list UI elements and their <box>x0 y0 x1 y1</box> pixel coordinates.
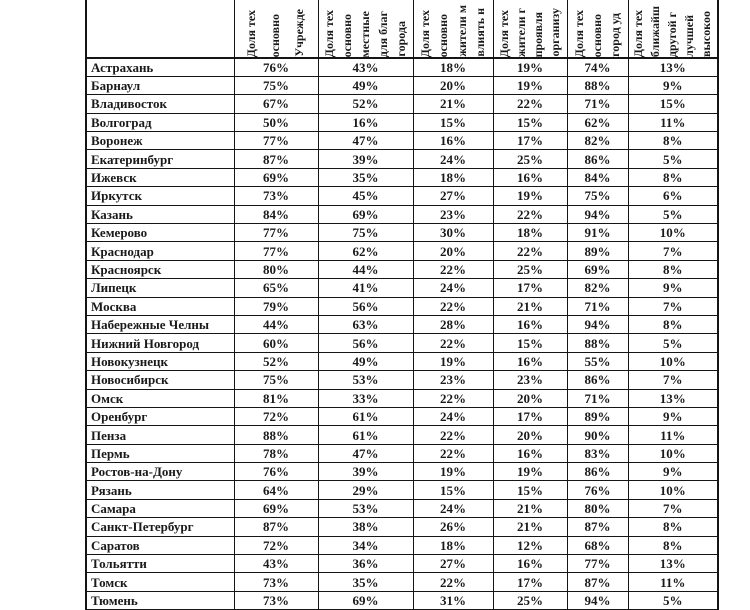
value-cell: 35% <box>318 168 413 186</box>
rotated-header-lines <box>568 0 628 57</box>
value-cell: 20% <box>493 389 567 407</box>
city-cell: Барнаул <box>86 76 234 94</box>
value-cell: 43% <box>318 58 413 76</box>
value-cell: 23% <box>493 371 567 389</box>
table-row <box>86 536 718 554</box>
value-cell: 22% <box>493 95 567 113</box>
value-cell: 69% <box>234 499 318 517</box>
value-cell: 34% <box>318 536 413 554</box>
city-cell: Рязань <box>86 481 234 499</box>
header-line: ближайш <box>648 5 663 57</box>
value-cell: 83% <box>567 444 628 462</box>
value-cell: 9% <box>628 279 718 297</box>
value-cell: 13% <box>628 555 718 573</box>
value-cell: 21% <box>493 297 567 315</box>
value-cell: 52% <box>234 352 318 370</box>
header-line: Доля тех <box>417 9 432 57</box>
city-cell: Кемерово <box>86 224 234 242</box>
value-cell: 80% <box>234 260 318 278</box>
table-row <box>86 242 718 260</box>
city-cell: Москва <box>86 297 234 315</box>
header-line: жители г <box>513 8 528 57</box>
city-cell: Саратов <box>86 536 234 554</box>
value-cell: 71% <box>567 95 628 113</box>
value-cell: 75% <box>234 371 318 389</box>
value-cell: 27% <box>413 555 493 573</box>
value-cell: 18% <box>493 224 567 242</box>
value-cell: 23% <box>413 371 493 389</box>
value-cell: 76% <box>234 463 318 481</box>
value-cell: 78% <box>234 444 318 462</box>
value-cell: 86% <box>567 371 628 389</box>
value-cell: 15% <box>628 95 718 113</box>
value-cell: 24% <box>413 499 493 517</box>
value-cell: 90% <box>567 426 628 444</box>
value-cell: 65% <box>234 279 318 297</box>
table-row <box>86 76 718 94</box>
value-cell: 8% <box>628 315 718 333</box>
value-cell: 69% <box>567 260 628 278</box>
value-cell: 71% <box>567 297 628 315</box>
city-cell: Владивосток <box>86 95 234 113</box>
header-line: организу <box>548 8 563 57</box>
city-column-header <box>86 0 234 58</box>
city-cell: Красноярск <box>86 260 234 278</box>
table-row <box>86 591 718 609</box>
value-cell: 87% <box>234 518 318 536</box>
value-cell: 22% <box>493 242 567 260</box>
city-cell: Набережные Челны <box>86 315 234 333</box>
value-cell: 25% <box>493 591 567 609</box>
value-cell: 16% <box>493 555 567 573</box>
value-cell: 15% <box>413 481 493 499</box>
header-line: основно <box>436 13 451 57</box>
value-cell: 87% <box>567 518 628 536</box>
value-cell: 5% <box>628 334 718 352</box>
value-cell: 91% <box>567 224 628 242</box>
value-cell: 29% <box>318 481 413 499</box>
header-line: для благ <box>375 10 390 57</box>
value-cell: 50% <box>234 113 318 131</box>
value-cell: 9% <box>628 463 718 481</box>
value-cell: 15% <box>413 113 493 131</box>
value-cell: 22% <box>413 260 493 278</box>
value-cell: 16% <box>413 132 493 150</box>
city-cell: Казань <box>86 205 234 223</box>
value-cell: 73% <box>234 573 318 591</box>
value-cell: 43% <box>234 555 318 573</box>
value-cell: 62% <box>567 113 628 131</box>
table-row <box>86 371 718 389</box>
header-line: основно <box>340 13 355 57</box>
value-cell: 35% <box>318 573 413 591</box>
value-cell: 23% <box>413 205 493 223</box>
value-cell: 5% <box>628 205 718 223</box>
value-cell: 19% <box>493 187 567 205</box>
value-cell: 56% <box>318 297 413 315</box>
header-line: жители м <box>454 5 469 57</box>
value-cell: 20% <box>413 242 493 260</box>
value-cell: 9% <box>628 407 718 425</box>
value-cell: 19% <box>493 463 567 481</box>
value-cell: 20% <box>413 76 493 94</box>
value-cell: 8% <box>628 132 718 150</box>
value-cell: 84% <box>234 205 318 223</box>
value-cell: 76% <box>234 58 318 76</box>
city-cell: Иркутск <box>86 187 234 205</box>
value-cell: 19% <box>493 58 567 76</box>
header-line: основно <box>268 13 283 57</box>
value-cell: 75% <box>318 224 413 242</box>
value-cell: 21% <box>413 95 493 113</box>
city-cell: Волгоград <box>86 113 234 131</box>
table-row <box>86 95 718 113</box>
value-cell: 69% <box>318 205 413 223</box>
value-cell: 7% <box>628 371 718 389</box>
value-cell: 5% <box>628 591 718 609</box>
value-cell: 53% <box>318 499 413 517</box>
value-cell: 62% <box>318 242 413 260</box>
value-cell: 10% <box>628 481 718 499</box>
value-cell: 47% <box>318 132 413 150</box>
city-cell: Санкт-Петербург <box>86 518 234 536</box>
header-col-satisfied-with-city <box>567 0 628 58</box>
value-cell: 39% <box>318 150 413 168</box>
city-cell: Тольятти <box>86 555 234 573</box>
table-row <box>86 205 718 223</box>
value-cell: 86% <box>567 150 628 168</box>
value-cell: 8% <box>628 518 718 536</box>
header-line: другой г <box>665 11 680 57</box>
value-cell: 67% <box>234 95 318 113</box>
value-cell: 86% <box>567 463 628 481</box>
value-cell: 19% <box>413 463 493 481</box>
table-row <box>86 352 718 370</box>
value-cell: 52% <box>318 95 413 113</box>
city-cell: Ростов-на-Дону <box>86 463 234 481</box>
city-cell: Самара <box>86 499 234 517</box>
table-row <box>86 297 718 315</box>
header-line: Доля тех <box>631 9 646 57</box>
value-cell: 56% <box>318 334 413 352</box>
value-cell: 18% <box>413 536 493 554</box>
value-cell: 88% <box>234 426 318 444</box>
rotated-header-lines <box>235 0 318 57</box>
table-row <box>86 132 718 150</box>
city-cell: Омск <box>86 389 234 407</box>
table-row <box>86 279 718 297</box>
value-cell: 60% <box>234 334 318 352</box>
value-cell: 13% <box>628 58 718 76</box>
table-row <box>86 481 718 499</box>
city-cell: Томск <box>86 573 234 591</box>
table-row <box>86 426 718 444</box>
value-cell: 30% <box>413 224 493 242</box>
value-cell: 8% <box>628 168 718 186</box>
value-cell: 25% <box>493 260 567 278</box>
value-cell: 94% <box>567 205 628 223</box>
header-line: высокоо <box>699 11 713 57</box>
value-cell: 16% <box>493 315 567 333</box>
value-cell: 16% <box>493 168 567 186</box>
value-cell: 22% <box>413 444 493 462</box>
header-col-trust-institutions <box>234 0 318 58</box>
city-cell: Воронеж <box>86 132 234 150</box>
value-cell: 89% <box>567 242 628 260</box>
table-row <box>86 315 718 333</box>
table-row <box>86 444 718 462</box>
table-row <box>86 389 718 407</box>
city-cell: Новосибирск <box>86 371 234 389</box>
value-cell: 80% <box>567 499 628 517</box>
value-cell: 76% <box>567 481 628 499</box>
value-cell: 94% <box>567 315 628 333</box>
city-cell: Екатеринбург <box>86 150 234 168</box>
value-cell: 72% <box>234 536 318 554</box>
header-line: влиять н <box>473 8 488 57</box>
value-cell: 12% <box>493 536 567 554</box>
value-cell: 49% <box>318 352 413 370</box>
header-line: Доля тех <box>244 9 259 57</box>
value-cell: 69% <box>318 591 413 609</box>
value-cell: 22% <box>413 573 493 591</box>
value-cell: 36% <box>318 555 413 573</box>
value-cell: 9% <box>628 76 718 94</box>
value-cell: 22% <box>413 426 493 444</box>
value-cell: 7% <box>628 297 718 315</box>
value-cell: 22% <box>413 334 493 352</box>
value-cell: 22% <box>413 389 493 407</box>
value-cell: 6% <box>628 187 718 205</box>
value-cell: 61% <box>318 407 413 425</box>
rotated-header-lines <box>319 0 413 57</box>
city-cell: Тюмень <box>86 591 234 609</box>
value-cell: 17% <box>493 407 567 425</box>
value-cell: 88% <box>567 76 628 94</box>
value-cell: 61% <box>318 426 413 444</box>
table-row <box>86 58 718 76</box>
table-row <box>86 224 718 242</box>
value-cell: 10% <box>628 444 718 462</box>
value-cell: 68% <box>567 536 628 554</box>
value-cell: 77% <box>234 224 318 242</box>
value-cell: 71% <box>567 389 628 407</box>
city-cell: Пермь <box>86 444 234 462</box>
value-cell: 11% <box>628 113 718 131</box>
value-cell: 15% <box>493 481 567 499</box>
value-cell: 45% <box>318 187 413 205</box>
value-cell: 87% <box>567 573 628 591</box>
value-cell: 88% <box>567 334 628 352</box>
header-line: основно <box>589 13 604 57</box>
value-cell: 16% <box>318 113 413 131</box>
value-cell: 74% <box>567 58 628 76</box>
value-cell: 21% <box>493 518 567 536</box>
value-cell: 77% <box>234 242 318 260</box>
table-row <box>86 407 718 425</box>
header-line: лучшей <box>682 15 697 57</box>
value-cell: 13% <box>628 389 718 407</box>
value-cell: 39% <box>318 463 413 481</box>
city-cell: Краснодар <box>86 242 234 260</box>
value-cell: 44% <box>318 260 413 278</box>
value-cell: 19% <box>413 352 493 370</box>
value-cell: 72% <box>234 407 318 425</box>
value-cell: 7% <box>628 242 718 260</box>
value-cell: 5% <box>628 150 718 168</box>
value-cell: 55% <box>567 352 628 370</box>
rotated-header-lines <box>414 0 493 57</box>
header-line: город уд <box>608 13 623 57</box>
value-cell: 77% <box>234 132 318 150</box>
value-cell: 73% <box>234 591 318 609</box>
value-cell: 44% <box>234 315 318 333</box>
value-cell: 49% <box>318 76 413 94</box>
table-row <box>86 187 718 205</box>
value-cell: 41% <box>318 279 413 297</box>
value-cell: 8% <box>628 260 718 278</box>
value-cell: 26% <box>413 518 493 536</box>
rotated-header-lines <box>629 0 718 57</box>
header-line: Доля тех <box>571 9 586 57</box>
value-cell: 87% <box>234 150 318 168</box>
city-survey-table <box>85 0 719 610</box>
table-row <box>86 555 718 573</box>
header-line: Доля тех <box>322 9 337 57</box>
city-cell: Ижевск <box>86 168 234 186</box>
value-cell: 73% <box>234 187 318 205</box>
header-line: проявля <box>531 11 546 57</box>
header-line: местные <box>357 10 372 57</box>
value-cell: 16% <box>493 352 567 370</box>
value-cell: 79% <box>234 297 318 315</box>
value-cell: 15% <box>493 334 567 352</box>
value-cell: 33% <box>318 389 413 407</box>
value-cell: 24% <box>413 150 493 168</box>
header-line: Доля тех <box>496 9 511 57</box>
value-cell: 22% <box>413 297 493 315</box>
value-cell: 25% <box>493 150 567 168</box>
value-cell: 17% <box>493 279 567 297</box>
header-line: Учрежде <box>292 9 307 57</box>
value-cell: 24% <box>413 279 493 297</box>
value-cell: 82% <box>567 279 628 297</box>
city-cell: Оренбург <box>86 407 234 425</box>
table-row <box>86 260 718 278</box>
value-cell: 82% <box>567 132 628 150</box>
value-cell: 24% <box>413 407 493 425</box>
value-cell: 47% <box>318 444 413 462</box>
table-row <box>86 168 718 186</box>
rotated-header-lines <box>494 0 567 57</box>
table-row <box>86 499 718 517</box>
table-head-row <box>86 0 718 58</box>
header-line: города <box>393 21 408 57</box>
table-row <box>86 573 718 591</box>
value-cell: 53% <box>318 371 413 389</box>
value-cell: 21% <box>493 499 567 517</box>
city-cell: Пенза <box>86 426 234 444</box>
value-cell: 17% <box>493 573 567 591</box>
table-row <box>86 518 718 536</box>
table-body <box>86 58 718 610</box>
value-cell: 75% <box>234 76 318 94</box>
header-col-local-authorities-for-city-good <box>318 0 413 58</box>
value-cell: 15% <box>493 113 567 131</box>
city-cell: Астрахань <box>86 58 234 76</box>
value-cell: 69% <box>234 168 318 186</box>
value-cell: 8% <box>628 536 718 554</box>
value-cell: 27% <box>413 187 493 205</box>
value-cell: 94% <box>567 591 628 609</box>
header-col-plan-to-move <box>628 0 718 58</box>
value-cell: 22% <box>493 205 567 223</box>
table-header <box>86 0 718 58</box>
value-cell: 17% <box>493 132 567 150</box>
value-cell: 10% <box>628 352 718 370</box>
city-cell: Нижний Новгород <box>86 334 234 352</box>
value-cell: 20% <box>493 426 567 444</box>
value-cell: 18% <box>413 58 493 76</box>
city-cell: Новокузнецк <box>86 352 234 370</box>
value-cell: 84% <box>567 168 628 186</box>
value-cell: 7% <box>628 499 718 517</box>
table-row <box>86 334 718 352</box>
value-cell: 64% <box>234 481 318 499</box>
table-row <box>86 113 718 131</box>
value-cell: 11% <box>628 426 718 444</box>
value-cell: 11% <box>628 573 718 591</box>
value-cell: 10% <box>628 224 718 242</box>
value-cell: 38% <box>318 518 413 536</box>
table-row <box>86 463 718 481</box>
value-cell: 16% <box>493 444 567 462</box>
value-cell: 31% <box>413 591 493 609</box>
header-col-residents-show-initiative <box>493 0 567 58</box>
value-cell: 63% <box>318 315 413 333</box>
value-cell: 18% <box>413 168 493 186</box>
value-cell: 81% <box>234 389 318 407</box>
header-col-residents-can-influence <box>413 0 493 58</box>
value-cell: 28% <box>413 315 493 333</box>
value-cell: 77% <box>567 555 628 573</box>
value-cell: 75% <box>567 187 628 205</box>
city-cell: Липецк <box>86 279 234 297</box>
value-cell: 19% <box>493 76 567 94</box>
value-cell: 89% <box>567 407 628 425</box>
table-row <box>86 150 718 168</box>
